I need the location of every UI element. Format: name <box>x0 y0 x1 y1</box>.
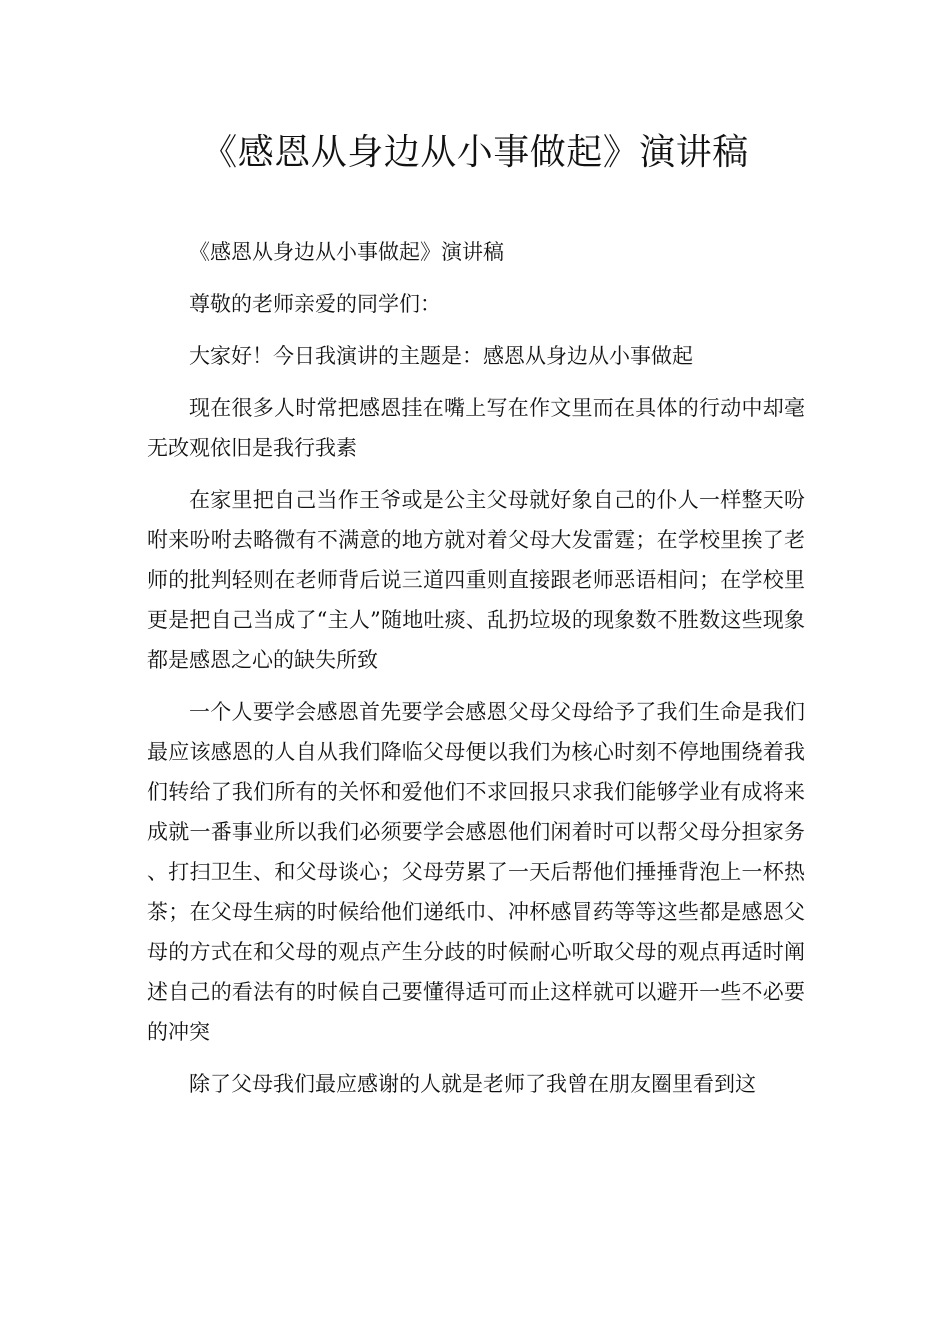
paragraph-body: 在家里把自己当作王爷或是公主父母就好象自己的仆人一样整天吩咐来吩咐去略微有不满意的地方就对着父母大发雷霆；在学校里挨了老师的批判轻则在老师背后说三道四重则直接跟老师恶语相问；在学校里更是把自己当成了“主人”随地吐痰、乱扔垃圾的现象数不胜数这些现象都是感恩之心的缺失所致 <box>147 488 805 672</box>
document-title: 《感恩从身边从小事做起》演讲稿 <box>201 132 749 173</box>
paragraph-greeting: 大家好！今日我演讲的主题是：感恩从身边从小事做起 <box>189 344 693 368</box>
paragraph-salutation: 尊敬的老师亲爱的同学们： <box>189 292 441 316</box>
paragraph-body: 现在很多人时常把感恩挂在嘴上写在作文里而在具体的行动中却毫无改观依旧是我行我素 <box>147 396 805 460</box>
paragraph-body: 除了父母我们最应感谢的人就是老师了我曾在朋友圈里看到这 <box>189 1072 756 1096</box>
paragraph-subtitle: 《感恩从身边从小事做起》演讲稿 <box>189 240 504 264</box>
paragraph-body: 一个人要学会感恩首先要学会感恩父母父母给予了我们生命是我们最应该感恩的人自从我们降临父母便以我们为核心时刻不停地围绕着我们转给了我们所有的关怀和爱他们不求回报只求我们能够学业有成将来成就一番事业所以我们必须要学会感恩他们闲着时可以帮父母分担家务、打扫卫生、和父母谈心；父母劳累了一天后帮他们捶捶背泡上一杯热茶；在父母生病的时候给他们递纸巾、冲杯感冒药等等这些都是感恩父母的方式在和父母的观点产生分歧的时候耐心听取父母的观点再适时阐述自己的看法有的时候自己要懂得适可而止这样就可以避开一些不必要的冲突 <box>147 700 805 1044</box>
document-body <box>147 232 805 1116</box>
